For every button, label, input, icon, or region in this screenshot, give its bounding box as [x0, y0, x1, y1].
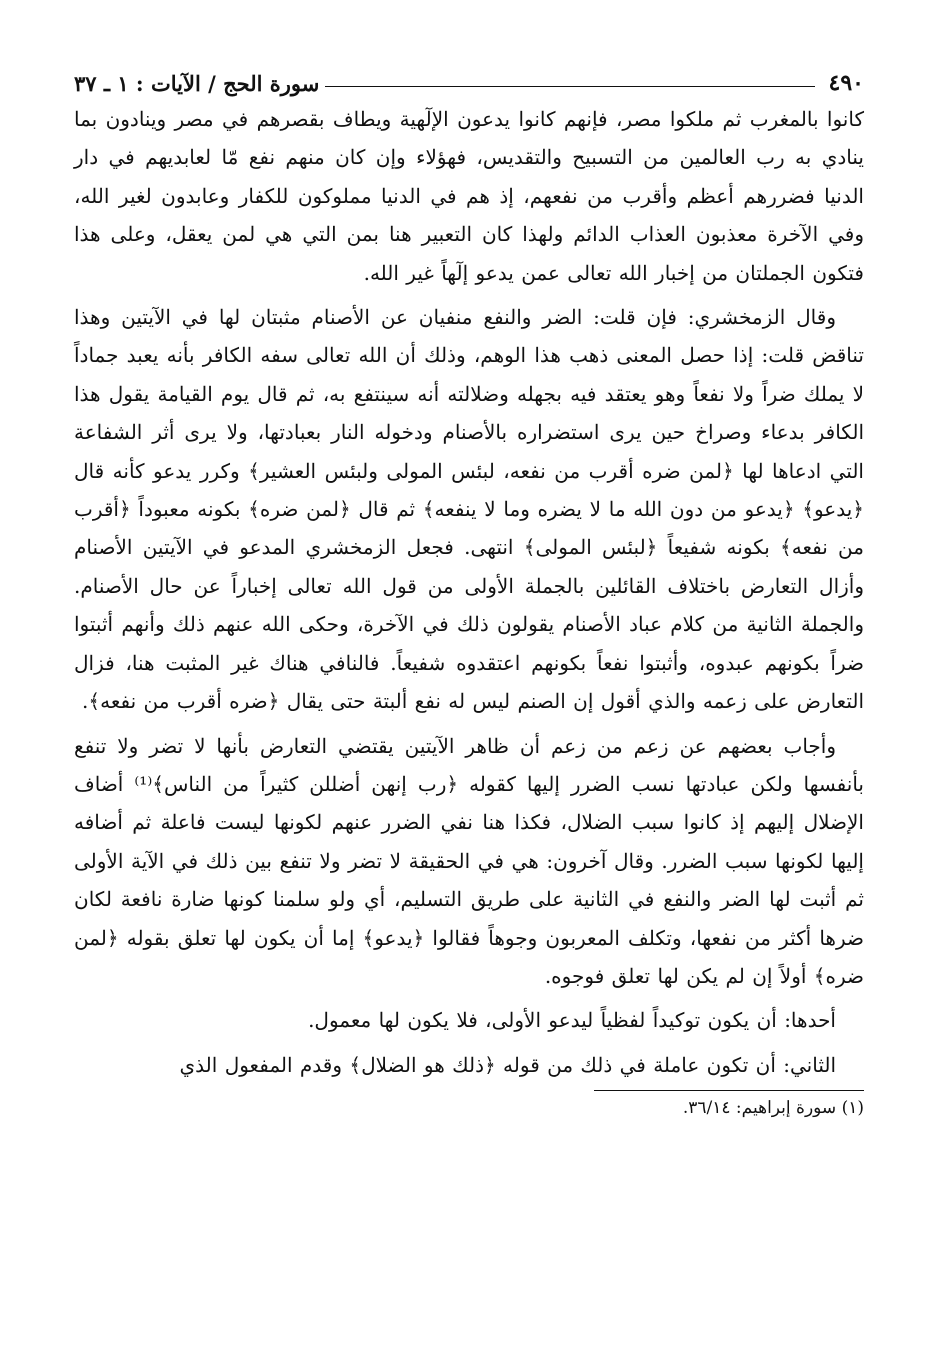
book-page: [74, 58, 864, 1288]
paragraph-3: وأجاب بعضهم عن زعم من زعم أن ظاهر الآيتين يقتضي التعارض بأنها لا تضر ولا تنفع بأنفسها ولكن عبادتها نسب الضرر إليها كقوله ﴿رب إنهن أضللن كثيراً من الناس﴾⁽¹⁾ أضاف الإضلال إليهم إذ كانوا سبب الضلال، فكذا هنا نفي الضرر عنهم لكونها ليست فاعلة ثم أضافه إليها لكونها سبب الضرر. وقال آخرون: هي في الحقيقة لا تضر ولا تنفع بين ذلك في الآية الأولى ثم أثبت لها الضر والنفع في الثانية على طريق التسليم، أي ولو سلمنا كونها ضارة نافعة لكان ضرها أكثر من نفعها، وتكلف المعربون وجوهاً فقالوا ﴿يدعو﴾ إما أن يكون لها تعلق بقوله ﴿لمن ضره﴾ أولاً إن لم يكن لها تعلق فوجوه.: [74, 733, 865, 988]
page-header: [74, 58, 864, 96]
page-number: ٤٩٠: [828, 70, 864, 96]
main-text: [74, 100, 864, 1084]
paragraph-5: الثاني: أن تكون عاملة في ذلك من قوله ﴿ذلك هو الضلال﴾ وقدم المفعول الذي: [179, 1052, 836, 1077]
header-rule: [325, 86, 814, 87]
running-title: سورة الحج / الآيات : ١ ـ ٣٧: [74, 71, 320, 96]
paragraph-4: أحدها: أن يكون توكيداً لفظياً ليدعو الأولى، فلا يكون لها معمول.: [308, 1008, 836, 1033]
footnote: (١) سورة إبراهيم: ٣٦/١٤.: [682, 1098, 864, 1119]
paragraph-1: كانوا بالمغرب ثم ملكوا مصر، فإنهم كانوا يدعون الإلٓهية ويطاف بقصرهم في مصر وينادون بما ينادي به رب العالمين من التسبيح والتقديس، فهؤلاء وإن كان منهم نفع مّا لعابديهم في دار الدنيا فضررهم أعظم وأقرب من نفعهم، إذ هم في الدنيا مملوكون للكفار وعابدون لغير الله، وفي الآخرة معذبون العذاب الدائم ولهذا كان التعبير هنا بمن التي هي لمن يعقل، وعلى هذا فتكون الجملتان من إخبار الله تعالى عمن يدعو إلٓهاً غير الله.: [74, 107, 864, 285]
footnote-separator: [594, 1090, 864, 1091]
paragraph-2: وقال الزمخشري: فإن قلت: الضر والنفع منفيان عن الأصنام مثبتان لها في الآيتين وهذا تناقض قلت: إذا حصل المعنى ذهب هذا الوهم، وذلك أن الله تعالى سفه الكافر بأنه يعبد جماداً لا يملك ضراً ولا نفعاً وهو يعتقد فيه بجهله وضلالته أنه سينتفع به، ثم قال يوم القيامة يقول هذا الكافر بدعاء وصراخ حين يرى استضراره بالأصنام ودخوله النار بعبادتها، ولا يرى أثر الشفاعة التي ادعاها لها ﴿لمن ضره أقرب من نفعه، لبئس المولى ولبئس العشير﴾ وكرر يدعو كأنه قال ﴿يدعو﴾ ﴿يدعو من دون الله ما لا يضره وما لا ينفعه﴾ ثم قال ﴿لمن ضره﴾ بكونه معبوداً ﴿أقرب من نفعه﴾ بكونه شفيعاً ﴿لبئس المولى﴾ انتهى. فجعل الزمخشري المدعو في الآيتين الأصنام وأزال التعارض باختلاف القائلين بالجملة الأولى من قول الله تعالى إخباراً عن حال الأصنام. والجملة الثانية من كلام عباد الأصنام يقولون ذلك في الآخرة، وحكى الله عنهم ذلك وأنهم أثبتوا ضراً بكونهم عبدوه، وأثبتوا نفعاً بكونهم اعتقدوه شفيعاً. فالنافي هناك غير المثبت هنا، فزال التعارض على زعمه والذي أقول إن الصنم ليس له نفع ألبتة حتى يقال ﴿ضره أقرب من نفعه﴾.: [74, 305, 865, 714]
